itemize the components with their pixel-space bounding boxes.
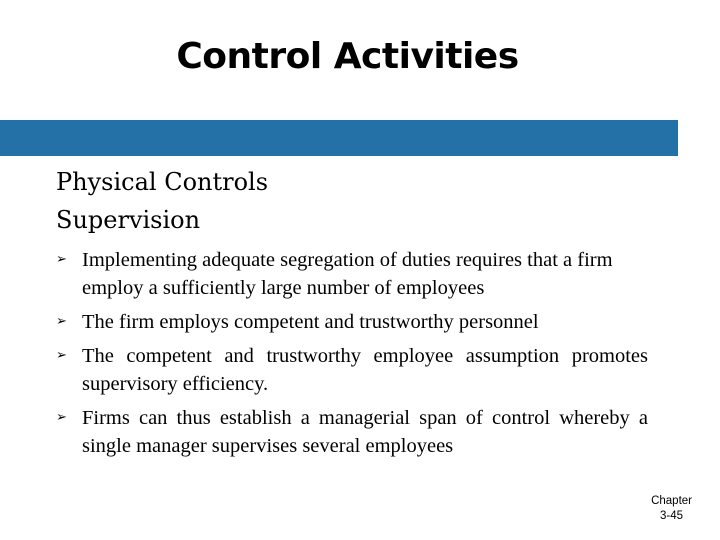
bullet-text: The firm employs competent and trustworthy personnel [82, 311, 539, 333]
footer-chapter-label: Chapter [651, 495, 692, 507]
slide-title: Control Activities [176, 36, 519, 77]
chapter-page-footer [651, 494, 692, 524]
list-item [56, 246, 648, 302]
heading-supervision: Supervision [56, 206, 201, 234]
list-item [56, 308, 648, 336]
title-band [0, 120, 678, 156]
bullet-text: Implementing adequate segregation of duties requires that a firm employ a sufficiently large number of employees [82, 249, 613, 299]
bullet-text: Firms can thus establish a managerial span of control whereby a single manager supervises several employees [82, 407, 648, 457]
arrow-bullet-icon: ➢ [56, 348, 67, 363]
list-item [56, 342, 648, 398]
arrow-bullet-icon: ➢ [56, 314, 67, 329]
arrow-bullet-icon: ➢ [56, 410, 67, 425]
bullet-text: The competent and trustworthy employee assumption promotes supervisory efficiency. [82, 345, 648, 395]
arrow-bullet-icon: ➢ [56, 252, 67, 267]
heading-physical-controls: Physical Controls [56, 168, 269, 196]
bullet-list [56, 246, 648, 466]
footer-page-number: 3-45 [660, 510, 684, 522]
list-item [56, 404, 648, 460]
